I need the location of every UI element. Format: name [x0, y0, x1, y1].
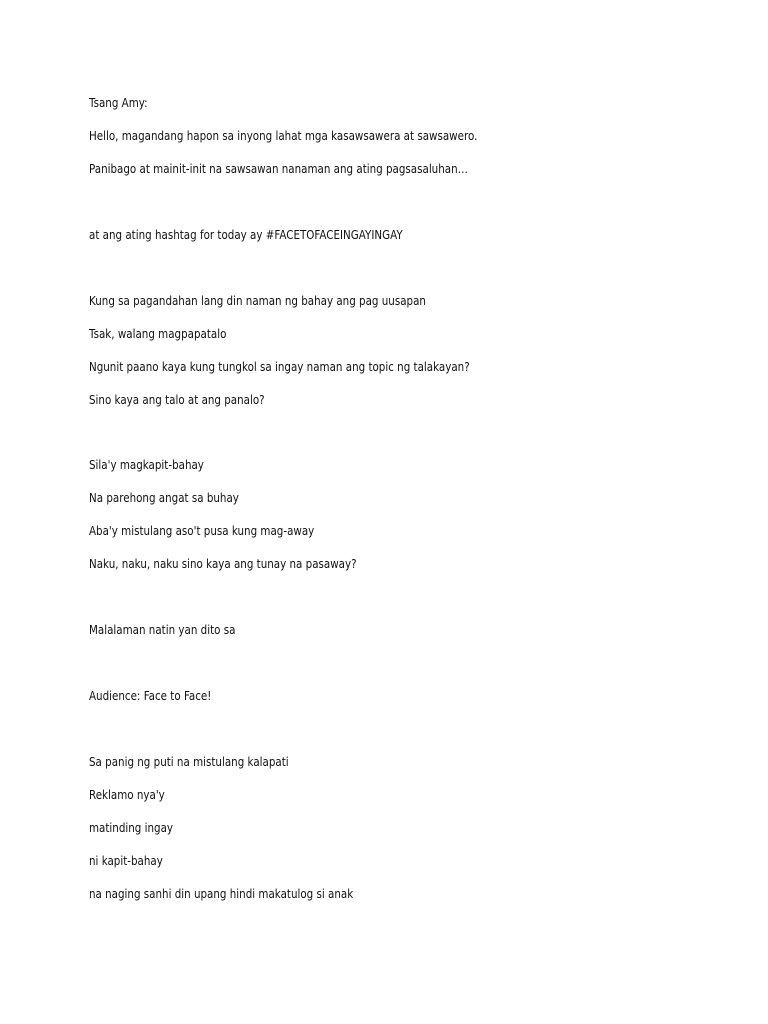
paragraph-line: Kung sa pagandahan lang din naman ng bahay ang pag uusapan	[89, 294, 426, 308]
paragraph-line: ni kapit-bahay	[89, 854, 163, 868]
paragraph-line: Reklamo nya'y	[89, 788, 165, 802]
paragraph-line: at ang ating hashtag for today ay #FACETOFACEINGAYINGAY	[89, 228, 403, 242]
speaker-line: Audience: Face to Face!	[89, 689, 212, 703]
paragraph-line: Ngunit paano kaya kung tungkol sa ingay naman ang topic ng talakayan?	[89, 360, 470, 374]
paragraph-line: na naging sanhi din upang hindi makatulog si anak	[89, 887, 354, 901]
paragraph-line: Malalaman natin yan dito sa	[89, 623, 236, 637]
paragraph-line: Sino kaya ang talo at ang panalo?	[89, 393, 265, 407]
paragraph-line: Tsak, walang magpapatalo	[89, 327, 227, 341]
paragraph-line: Aba'y mistulang aso't pusa kung mag-away	[89, 524, 315, 538]
speaker-line: Tsang Amy:	[89, 96, 148, 110]
paragraph-line: Sila'y magkapit-bahay	[89, 458, 204, 472]
paragraph-line: Panibago at mainit-init na sawsawan nanaman ang ating pagsasaluhan…	[89, 162, 468, 176]
paragraph-line: Naku, naku, naku sino kaya ang tunay na pasaway?	[89, 557, 357, 571]
paragraph-line: matinding ingay	[89, 821, 174, 835]
paragraph-line: Na parehong angat sa buhay	[89, 491, 239, 505]
paragraph-line: Hello, magandang hapon sa inyong lahat mga kasawsawera at sawsawero.	[89, 129, 478, 143]
paragraph-line: Sa panig ng puti na mistulang kalapati	[89, 755, 289, 769]
